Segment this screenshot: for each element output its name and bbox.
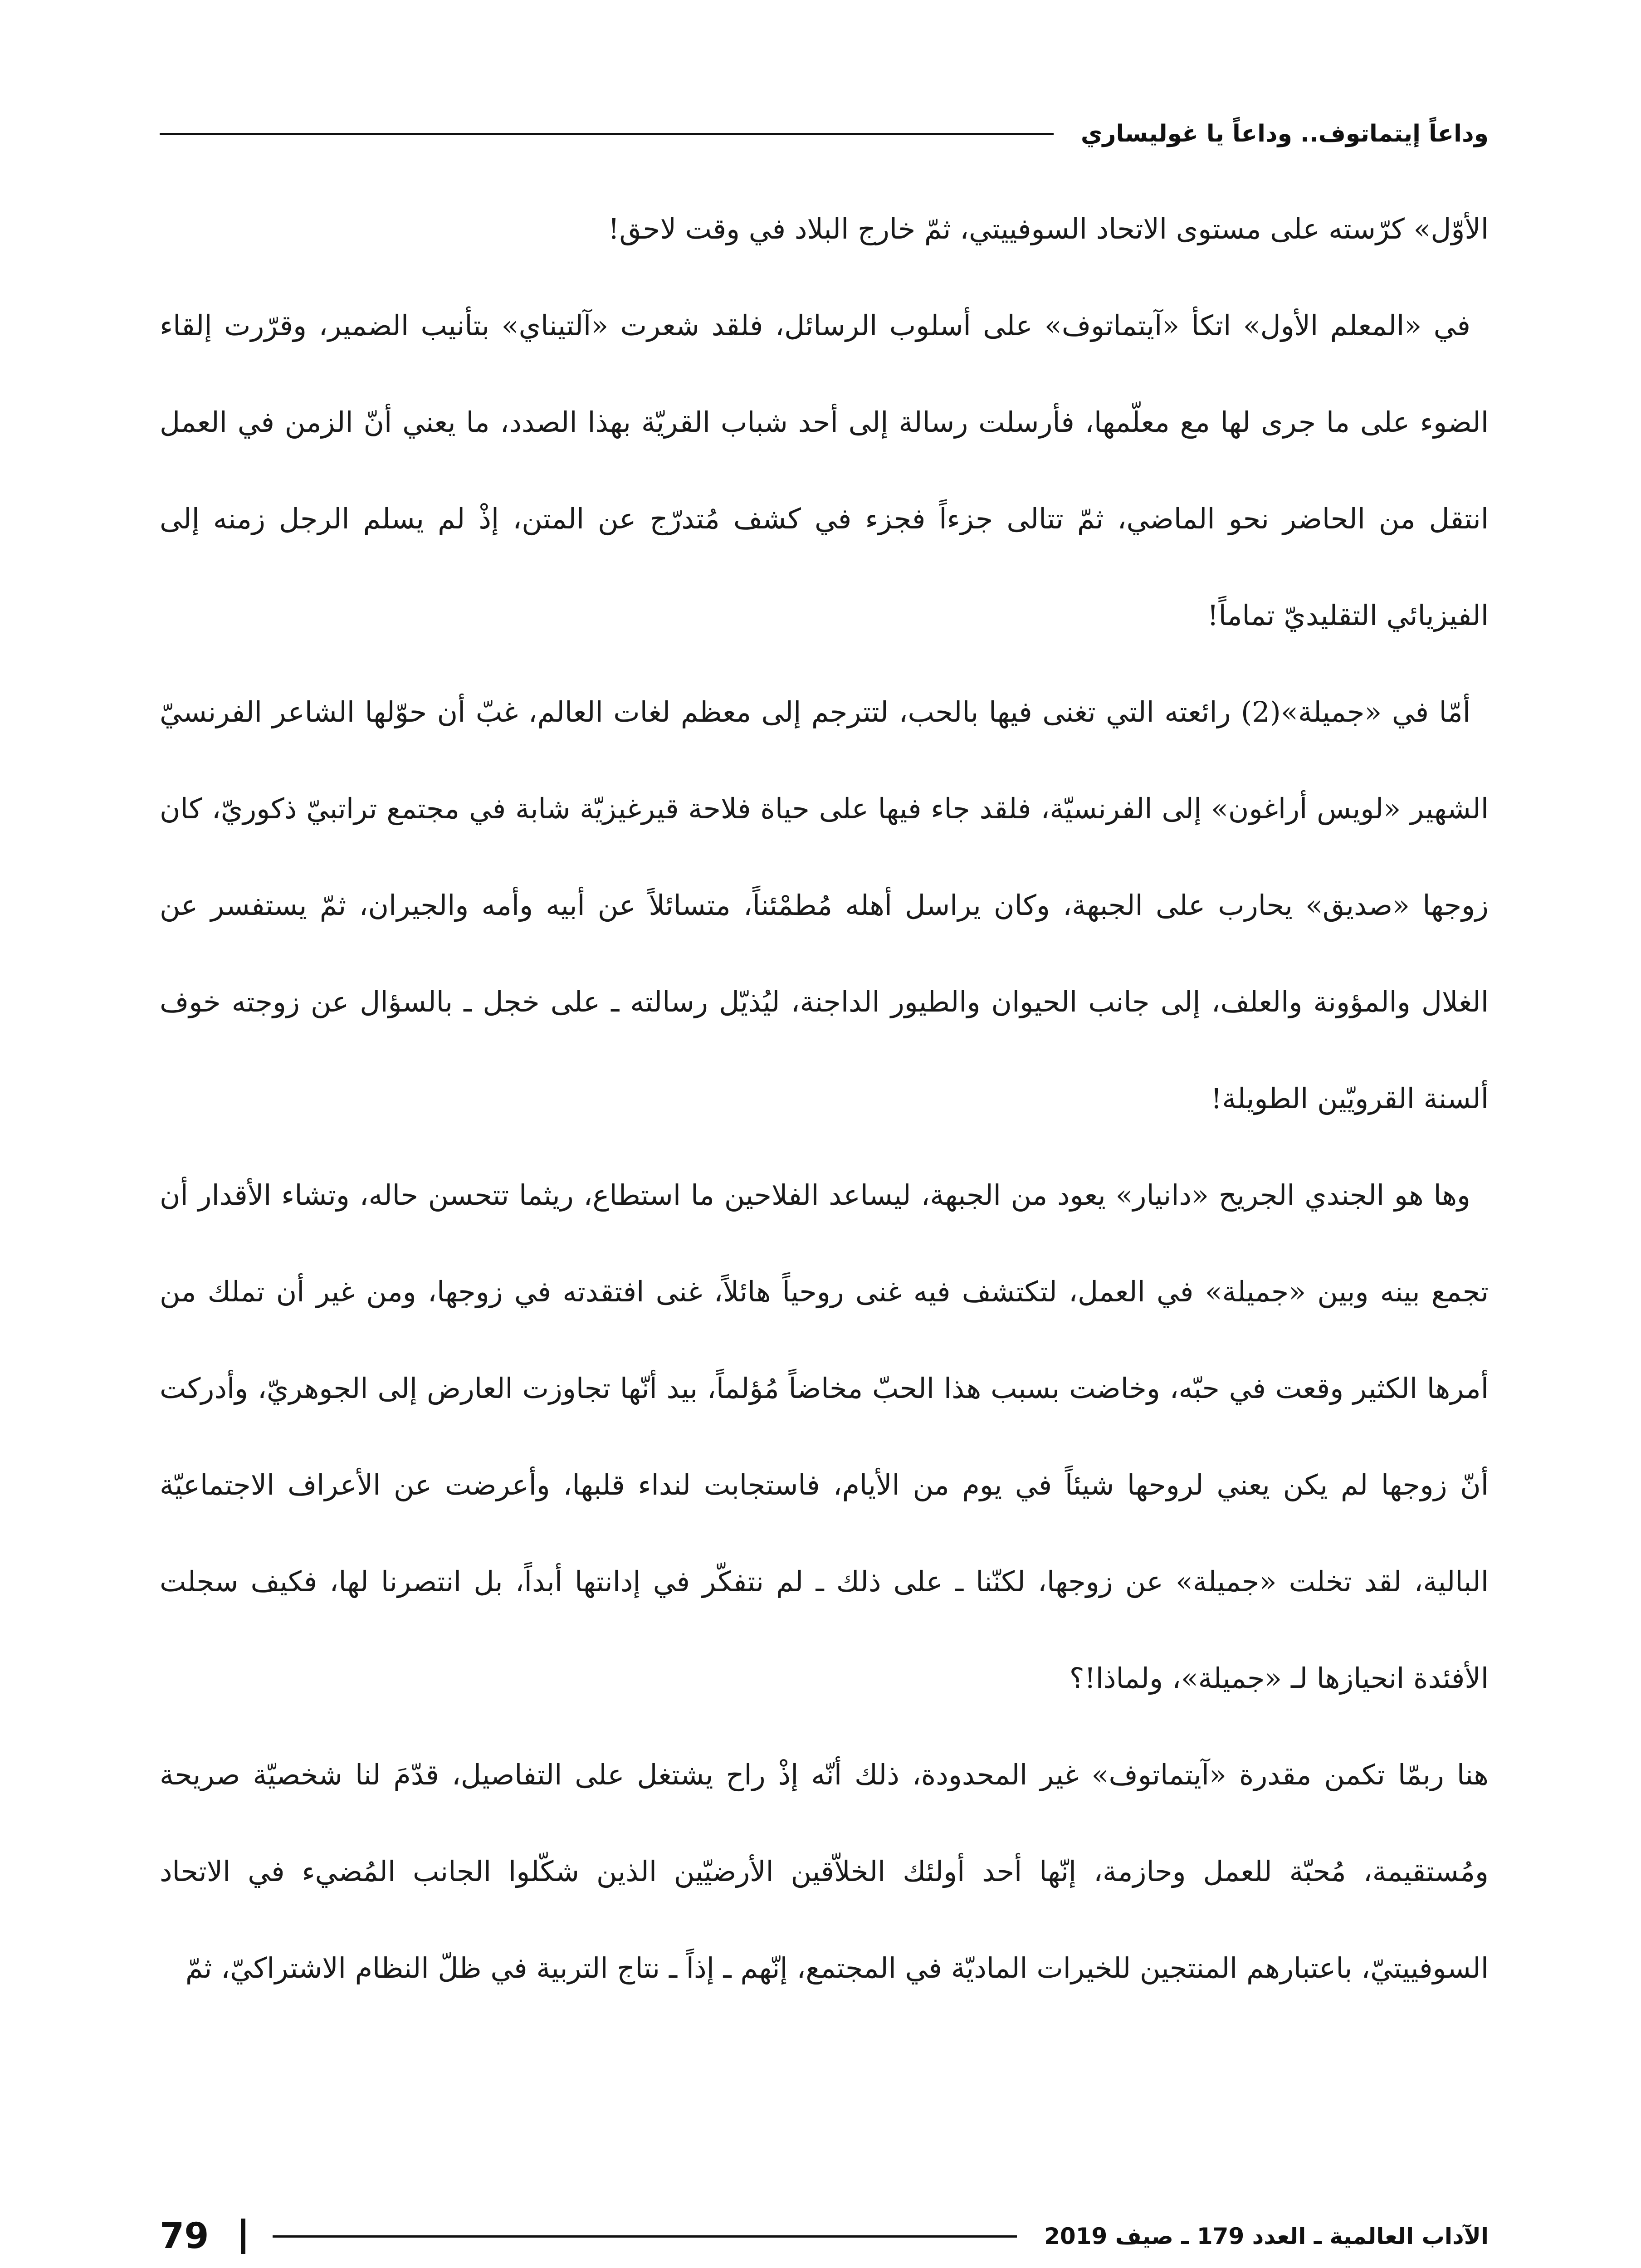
running-title: وداعاً إيتماتوف.. وداعاً يا غوليساري <box>1080 120 1489 147</box>
page-footer <box>160 2214 1489 2259</box>
paragraph-1: الأوّل» كرّسته على مستوى الاتحاد السوفييتي، ثمّ خارج البلاد في وقت لاحق! <box>608 212 1489 245</box>
paragraph-3: أمّا في «جميلة»(2) رائعته التي تغنى فيها بالحب، لتترجم إلى معظم لغات العالم، غبّ أن حوّلها الشاعر الفرنسيّ الشهير «لويس أراغون» إلى الفرنسيّة، فلقد جاء فيها على حياة فلاحة قيرغيزيّة شابة في مجتمع تراتبيّ ذكوريّ، كان زوجها «صديق» يحارب على الجبهة، وكان يراسل أهله مُطمْئناً، متسائلاً عن أبيه وأمه والجيران، ثمّ يستفسر عن الغلال والمؤونة والعلف، إلى جانب الحيوان والطيور الداجنة، ليُذيّل رسالته ـ على خجل ـ بالسؤال عن زوجته خوف ألسنة القرويّين الطويلة! <box>160 695 1489 1115</box>
footer-separator-bar <box>241 2219 245 2254</box>
paragraph-4: وها هو الجندي الجريح «دانيار» يعود من الجبهة، ليساعد الفلاحين ما استطاع، ريثما تتحسن حاله، وتشاء الأقدار أن تجمع بينه وبين «جميلة» في العمل، لتكتشف فيه غنى روحياً هائلاً، غنى افتقدته في زوجها، ومن غير أن تملك من أمرها الكثير وقعت في حبّه، وخاضت بسبب هذا الحبّ مخاضاً مُؤلماً، بيد أنّها تجاوزت العارض إلى الجوهريّ، وأدركت أنّ زوجها لم يكن يعني لروحها شيئاً في يوم من الأيام، فاستجابت لنداء قلبها، وأعرضت عن الأعراف الاجتماعيّة البالية، لقد تخلت «جميلة» عن زوجها، لكنّنا ـ على ذلك ـ لم نتفكّر في إدانتها أبداً، بل انتصرنا لها، فكيف سجلت الأفئدة انحيازها لـ «جميلة»، ولماذا!؟ <box>160 1178 1489 1695</box>
journal-info: الآداب العالمية ـ العدد 179 ـ صيف 2019 <box>1044 2223 1489 2249</box>
running-header <box>160 113 1489 154</box>
header-rule <box>160 133 1054 135</box>
footer-rule <box>273 2235 1017 2238</box>
paragraph-5: هنا ربمّا تكمن مقدرة «آيتماتوف» غير المحدودة، ذلك أنّه إذْ راح يشتغل على التفاصيل، قدّمَ لنا شخصيّة صريحة ومُستقيمة، مُحبّة للعمل وحازمة، إنّها أحد أولئك الخلاّقين الأرضيّين الذين شكّلوا الجانب المُضيء في الاتحاد السوفييتيّ، باعتبارهم المنتجين للخيرات الماديّة في المجتمع، إنّهم ـ إذاً ـ نتاج التربية في ظلّ النظام الاشتراكيّ، ثمّ <box>160 1758 1489 1984</box>
page-number: 79 <box>160 2216 209 2257</box>
article-body <box>160 181 1489 2016</box>
paragraph-2: في «المعلم الأول» اتكأ «آيتماتوف» على أسلوب الرسائل، فلقد شعرت «آلتيناي» بتأنيب الضمير، وقرّرت إلقاء الضوء على ما جرى لها مع معلّمها، فأرسلت رسالة إلى أحد شباب القريّة بهذا الصدد، ما يعني أنّ الزمن في العمل انتقل من الحاضر نحو الماضي، ثمّ تتالى جزءاً فجزء في كشف مُتدرّج عن المتن، إذْ لم يسلم الرجل زمنه إلى الفيزيائي التقليديّ تماماً! <box>160 309 1489 632</box>
